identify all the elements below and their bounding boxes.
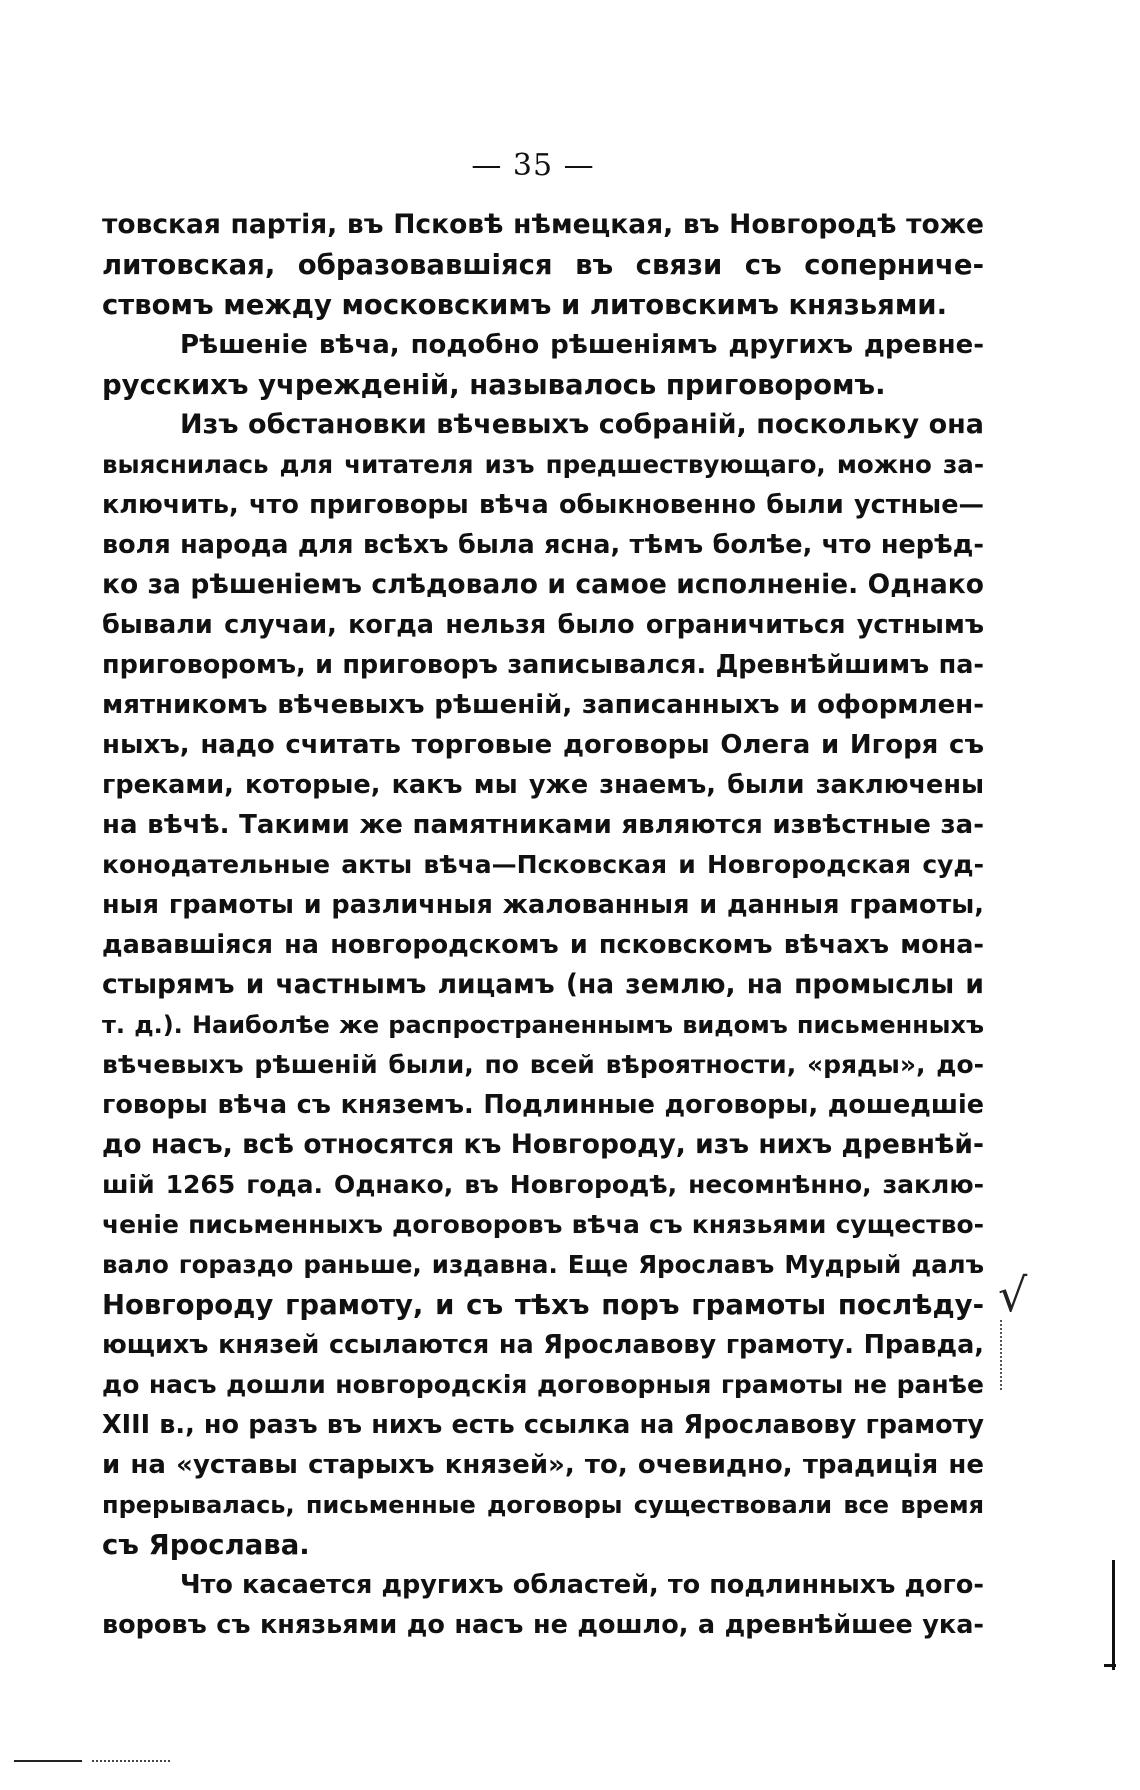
text-line: шій 1265 года. Однако, въ Новгородѣ, несомнѣнно, заклю-	[102, 1170, 984, 1199]
text-line: конодательные акты вѣча—Псковская и Новгородская суд-	[102, 850, 984, 879]
text-line: воля народа для всѣхъ была ясна, тѣмъ болѣе, что нерѣд-	[102, 530, 984, 560]
scan-edge-mark	[14, 1760, 82, 1762]
text-line: русскихъ учрежденій, называлось приговоромъ.	[102, 369, 886, 401]
scan-edge-dots	[92, 1760, 170, 1764]
text-line: говоры вѣча съ княземъ. Подлинные договоры, дошедшіе	[102, 1090, 984, 1120]
text-line: ствомъ между московскимъ и литовскимъ князьями.	[102, 289, 948, 321]
margin-checkmark-icon: √	[998, 1268, 1028, 1322]
text-line: и на «уставы старыхъ князей», то, очевидно, традиція не	[102, 1450, 984, 1480]
text-line: Что касается другихъ областей, то подлинныхъ дого-	[180, 1570, 984, 1600]
text-line: ющихъ князей ссылаются на Ярославову грамоту. Правда,	[102, 1330, 984, 1360]
text-line: Изъ обстановки вѣчевыхъ собраній, поскольку она	[180, 409, 984, 440]
text-line: стырямъ и частнымъ лицамъ (на землю, на промыслы и	[102, 969, 984, 1000]
text-line: ныя грамоты и различныя жалованныя и данныя грамоты,	[102, 890, 984, 920]
body-text	[102, 205, 984, 1645]
text-line: бывали случаи, когда нельзя было ограничиться устнымъ	[102, 610, 984, 640]
text-line: Новгороду грамоту, и съ тѣхъ поръ грамоты послѣду-	[102, 1289, 984, 1321]
text-line: прерывалась, письменные договоры существовали все время	[102, 1491, 984, 1519]
margin-bracket-tick	[1104, 1664, 1116, 1667]
text-line: до насъ дошли новгородскія договорныя грамоты не ранѣе	[102, 1370, 984, 1399]
text-line: ченіе письменныхъ договоровъ вѣча съ князьями существо-	[102, 1210, 984, 1239]
text-line: ко за рѣшеніемъ слѣдовало и самое исполненіе. Однако	[102, 569, 984, 600]
text-line: дававшіяся на новгородскомъ и псковскомъ вѣчахъ мона-	[102, 930, 984, 960]
margin-bracket-mark	[1112, 1560, 1115, 1670]
margin-pencil-mark	[1000, 1320, 1006, 1390]
text-line: литовская, образовавшіяся въ связи съ соперниче-	[102, 249, 984, 281]
text-line: т. д.). Наиболѣе же распространеннымъ видомъ письменныхъ	[102, 1011, 984, 1039]
text-line: вало гораздо раньше, издавна. Еще Ярославъ Мудрый далъ	[102, 1250, 984, 1279]
text-line: греками, которые, какъ мы уже знаемъ, были заключены	[102, 770, 984, 800]
text-line: Рѣшеніе вѣча, подобно рѣшеніямъ другихъ древне-	[180, 330, 984, 360]
text-line: выяснилась для читателя изъ предшествующаго, можно за-	[102, 450, 984, 479]
text-line: ныхъ, надо считать торговые договоры Олега и Игоря съ	[102, 730, 984, 760]
text-line: до насъ, всѣ относятся къ Новгороду, изъ нихъ древнѣй-	[102, 1129, 984, 1160]
text-line: ключить, что приговоры вѣча обыкновенно были устные—	[102, 490, 984, 520]
text-line: мятникомъ вѣчевыхъ рѣшеній, записанныхъ и оформлен-	[102, 690, 984, 720]
text-line: съ Ярослава.	[102, 1529, 310, 1561]
page-number: — 35 —	[471, 148, 595, 183]
text-line: вѣчевыхъ рѣшеній были, по всей вѣроятности, «ряды», до-	[102, 1050, 984, 1079]
text-line: XIII в., но разъ въ нихъ есть ссылка на Ярославову грамоту	[102, 1410, 984, 1440]
text-line: воровъ съ князьями до насъ не дошло, а древнѣйшее ука-	[102, 1610, 984, 1640]
text-line: на вѣчѣ. Такими же памятниками являются извѣстные за-	[102, 810, 984, 840]
text-line: приговоромъ, и приговоръ записывался. Древнѣйшимъ па-	[102, 650, 984, 680]
text-line: товская партія, въ Псковѣ нѣмецкая, въ Новгородѣ тоже	[102, 209, 984, 240]
